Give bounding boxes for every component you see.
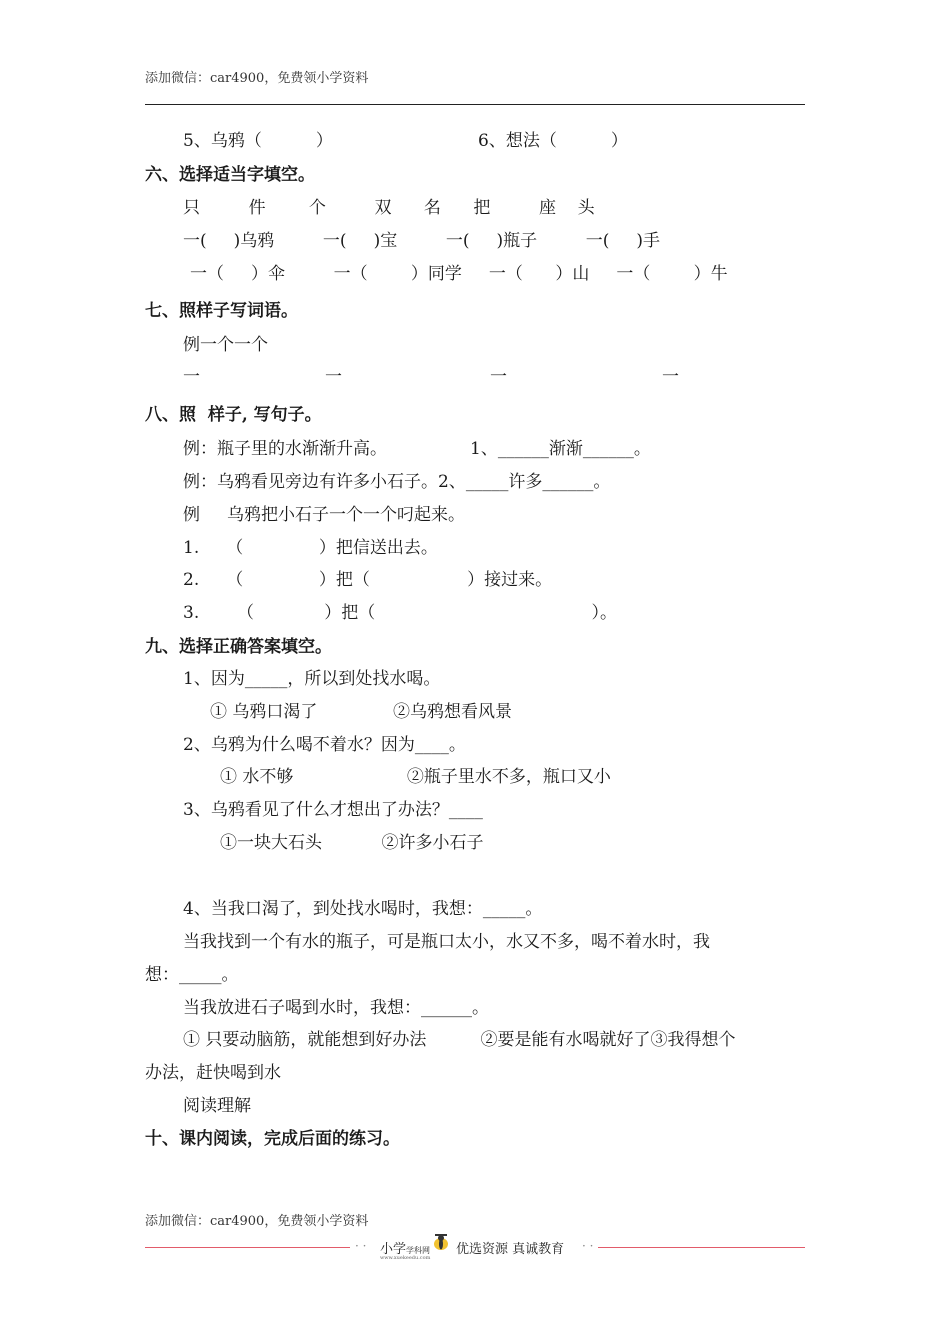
line-6: 一（ ）伞 一（ ）同学 一（ ）山 一（ ）牛 — [190, 264, 728, 284]
brand-slogan: 优选资源 真诚教育 — [456, 1242, 565, 1257]
line-23: ① 乌鸦口渴了 ②乌鸦想看风景 — [210, 702, 513, 722]
section-9-title: 九、选择正确答案填空。 — [145, 637, 332, 657]
section-10-title: 十、课内阅读，完成后面的练习。 — [145, 1129, 400, 1149]
line-31: 当我放进石子喝到水时，我想：______。 — [183, 998, 489, 1018]
line-18: 1. （ ）把信送出去。 — [183, 538, 438, 558]
line-29: 当我找到一个有水的瓶子，可是瓶口太小，水又不多，喝不着水时，我 — [183, 932, 710, 952]
brand-url: www.xuekeedu.com — [380, 1255, 431, 1261]
line-10: 一 — [325, 367, 342, 387]
section-6-title: 六、选择适当字填空。 — [145, 165, 315, 185]
line-9: 一 — [183, 367, 200, 387]
line-33: 办法，赶快喝到水 — [145, 1063, 281, 1083]
line-2: 6、想法（ ） — [478, 131, 628, 151]
line-28: 4、当我口渴了，到处找水喝时，我想：_____。 — [183, 899, 543, 919]
line-15: 1、______渐渐______。 — [470, 439, 651, 459]
line-20: 3. （ ）把（ ）。 — [183, 603, 617, 623]
line-34: 阅读理解 — [183, 1096, 251, 1116]
line-30: 想：_____。 — [145, 965, 239, 985]
line-12: 一 — [662, 367, 679, 387]
line-8: 例一个一个 — [183, 335, 268, 355]
line-24: 2、乌鸦为什么喝不着水？因为____。 — [183, 735, 466, 755]
footer-line-right — [598, 1247, 805, 1248]
brand-sub: 学科网 — [406, 1246, 431, 1255]
footer-dots-left: · · — [355, 1239, 367, 1253]
line-14: 例：瓶子里的水渐渐升高。 — [183, 439, 387, 459]
section-7-title: 七、照样子写词语。 — [145, 301, 298, 321]
brand-main: 小学 — [380, 1242, 407, 1257]
line-11: 一 — [490, 367, 507, 387]
line-27: ①一块大石头 ②许多小石子 — [220, 833, 484, 853]
header-rule — [145, 104, 805, 105]
line-19: 2. （ ）把（ ）接过来。 — [183, 570, 553, 590]
footer-dots-right: · · — [582, 1239, 594, 1253]
line-4: 只 件 个 双 名 把 座 头 — [183, 198, 595, 218]
line-32: ① 只要动脑筋，就能想到好办法 ②要是能有水喝就好了③我得想个 — [183, 1030, 736, 1050]
brand-name — [380, 1238, 430, 1261]
footer-line-left — [145, 1247, 350, 1248]
page-header: 添加微信：car4900，免费领小学资料 — [145, 71, 369, 86]
line-5: 一( )乌鸦 一( )宝 一( )瓶子 一( )手 — [183, 231, 661, 251]
line-25: ① 水不够 ②瓶子里水不多，瓶口又小 — [220, 767, 611, 787]
line-26: 3、乌鸦看见了什么才想出了办法？____ — [183, 800, 483, 820]
line-16: 例：乌鸦看见旁边有许多小石子。2、_____许多______。 — [183, 472, 611, 492]
line-22: 1、因为_____，所以到处找水喝。 — [183, 669, 441, 689]
line-17: 例 乌鸦把小石子一个一个叼起来。 — [183, 505, 466, 525]
line-1: 5、乌鸦（ ） — [183, 131, 333, 151]
page-footer: 添加微信：car4900，免费领小学资料 — [145, 1214, 369, 1229]
section-8-title: 八、照 样子, 写句子。 — [145, 405, 322, 425]
